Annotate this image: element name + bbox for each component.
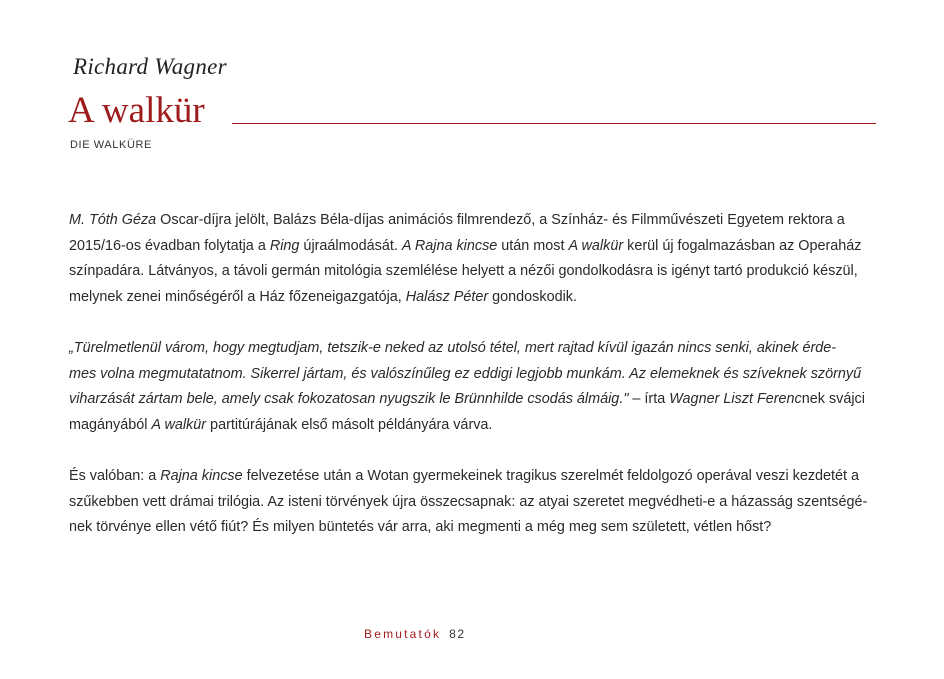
composer-name: Richard Wagner [73, 54, 227, 79]
page-title: A walkür [68, 90, 205, 131]
text-run: gondoskodik. [488, 288, 577, 305]
footer-section-name: Bemutatók [364, 627, 442, 641]
text-line [69, 234, 877, 260]
work-title: A Rajna kincse [401, 237, 498, 254]
text-run: partitúrájának első másolt példányára várva. [206, 416, 493, 433]
text-run: És valóban: a [69, 467, 161, 484]
paragraph-intro [69, 208, 877, 310]
text-run: után most [497, 237, 569, 254]
text-line [69, 464, 877, 490]
text-run: Oscar-díjra jelölt, Balázs Béla-díjas animációs filmrendező, a Színház- és Filmművészeti Egyetem rektora a [156, 212, 845, 228]
text-run: melynek zenei minőségéről a Ház főzeneigazgatója, [69, 288, 406, 305]
title-underline-rule [232, 123, 876, 124]
text-line [69, 208, 877, 234]
page-number: 82 [449, 627, 466, 641]
text-line [69, 285, 877, 311]
text-line [69, 413, 877, 439]
quote-text: viharzását zártam bele, amely csak fokozatosan nyugszik le Brünnhilde csodás álmáig." [69, 391, 629, 408]
text-run: újraálmodását. [299, 237, 402, 254]
article-body [69, 208, 877, 566]
text-run: felvezetése után a Wotan gyermekeinek tragikus szerelmét feldolgozó operával veszi kezdetét a [242, 467, 860, 484]
quote-line: mes volna megmutatatnom. Sikerrel jártam, és valószínűleg ez eddigi legjobb munkám. Az elemeknek és szíveknek szörnyű [69, 365, 862, 382]
text-run: magányából [69, 416, 152, 433]
person-name: M. Tóth Géza [69, 212, 157, 228]
work-title: Rajna kincse [160, 467, 243, 484]
text-line: nek törvénye ellen vétő fiút? És milyen büntetés vár arra, aki megmenti a még meg sem született, vétlen hőst? [69, 519, 772, 536]
person-name: Halász Péter [405, 288, 489, 305]
work-title: Ring [269, 237, 300, 254]
text-run: kerül új fogalmazásban az Operaház [623, 237, 862, 254]
quote-line: „Türelmetlenül várom, hogy megtudjam, tetszik-e neked az utolsó tétel, mert rajtad kívül igazán nincs senki, akinek érde- [69, 339, 837, 356]
text-run: – írta [628, 391, 670, 408]
person-name: Wagner Liszt Ferenc [669, 391, 802, 408]
paragraph-quote [69, 336, 877, 438]
work-title: A walkür [568, 237, 624, 254]
text-run: 2015/16-os évadban folytatja a [69, 237, 270, 254]
paragraph-conclusion [69, 464, 877, 541]
text-line: színpadára. Látványos, a távoli germán mitológia szemlélése helyett a nézői gondolkodásra is igényt tartó produkció készül, [69, 263, 858, 280]
original-title: DIE WALKÜRE [70, 139, 152, 151]
work-title: A walkür [151, 416, 207, 433]
text-line: szűkebben vett drámai trilógia. Az isteni törvények újra összecsapnak: az atyai szeretet megvédheti-e a házasság szentségé- [69, 493, 868, 510]
title-row [68, 91, 876, 131]
text-line [69, 387, 877, 413]
text-run: nek svájci [801, 391, 865, 408]
page-footer [364, 627, 466, 641]
